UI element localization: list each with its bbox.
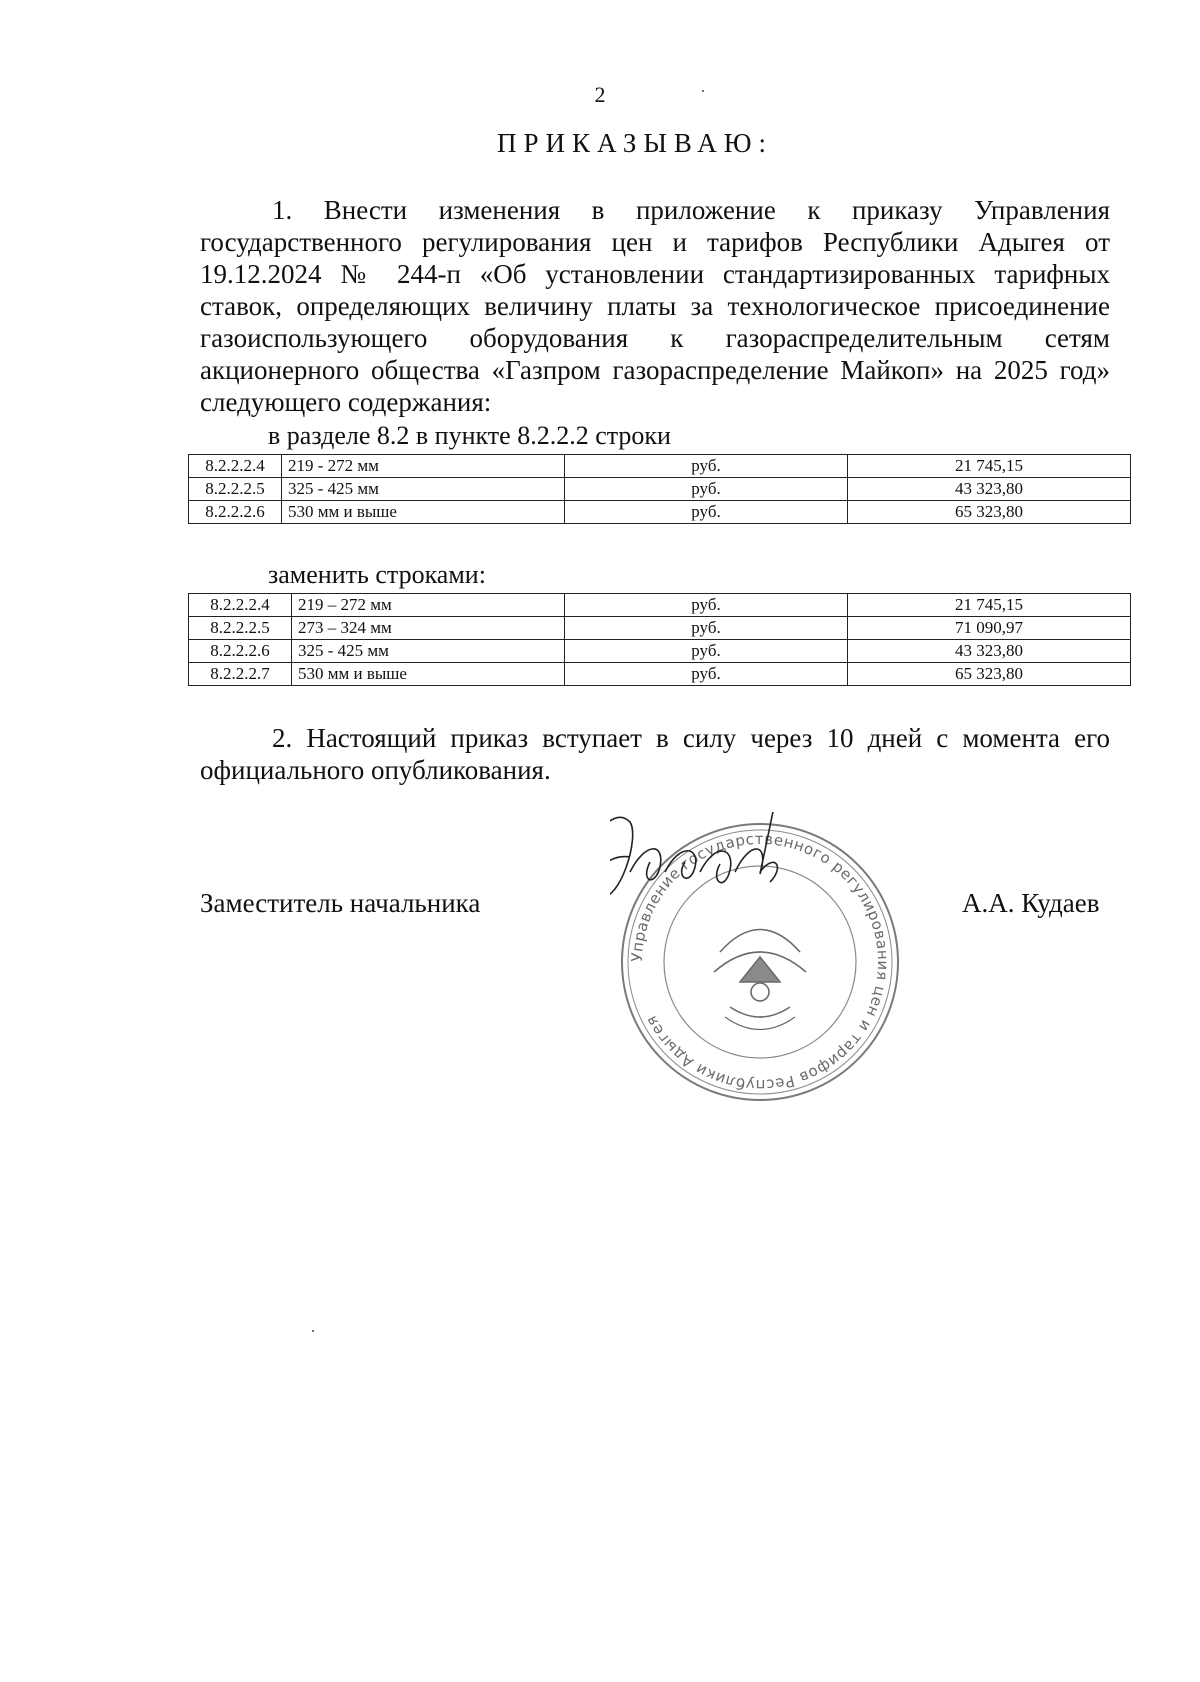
- row-unit: руб.: [565, 455, 848, 478]
- emblem-icon: [714, 930, 806, 1030]
- row-unit: руб.: [565, 663, 848, 686]
- official-seal-icon: [610, 812, 910, 1112]
- row-value: 71 090,97: [848, 617, 1131, 640]
- seal-text: Управление государственного регулирования цен и тарифов Республики Адыгея: [627, 829, 893, 1095]
- row-code: 8.2.2.2.6: [189, 501, 282, 524]
- table-row: [189, 478, 1131, 501]
- scan-speck: [312, 1330, 314, 1332]
- row-value: 65 323,80: [848, 501, 1131, 524]
- row-unit: руб.: [565, 640, 848, 663]
- row-code: 8.2.2.2.7: [189, 663, 292, 686]
- row-diameter: 530 мм и выше: [292, 663, 565, 686]
- new-rows-table: [188, 593, 1131, 686]
- table-row: [189, 617, 1131, 640]
- table-row: [189, 640, 1131, 663]
- row-diameter: 530 мм и выше: [282, 501, 565, 524]
- row-code: 8.2.2.2.6: [189, 640, 292, 663]
- old-rows-table: [188, 454, 1131, 524]
- order-heading: ПРИКАЗЫВАЮ:: [497, 128, 773, 158]
- row-value: 43 323,80: [848, 640, 1131, 663]
- row-code: 8.2.2.2.4: [189, 594, 292, 617]
- row-diameter: 325 - 425 мм: [282, 478, 565, 501]
- table-row: [189, 501, 1131, 524]
- row-code: 8.2.2.2.5: [189, 617, 292, 640]
- table-row: [189, 594, 1131, 617]
- row-diameter: 325 - 425 мм: [292, 640, 565, 663]
- table-row: [189, 663, 1131, 686]
- row-value: 21 745,15: [848, 594, 1131, 617]
- row-code: 8.2.2.2.5: [189, 478, 282, 501]
- row-diameter: 219 – 272 мм: [292, 594, 565, 617]
- clause-2-text: 2. Настоящий приказ вступает в силу через 10 дней с момента его официального опубликования.: [200, 723, 1110, 785]
- row-value: 65 323,80: [848, 663, 1131, 686]
- row-unit: руб.: [565, 501, 848, 524]
- row-diameter: 273 – 324 мм: [292, 617, 565, 640]
- row-value: 21 745,15: [848, 455, 1131, 478]
- table-row: [189, 455, 1131, 478]
- row-unit: руб.: [565, 478, 848, 501]
- row-code: 8.2.2.2.4: [189, 455, 282, 478]
- page-number: 2: [594, 82, 606, 107]
- old-rows-caption: в разделе 8.2 в пункте 8.2.2.2 строки: [268, 421, 671, 450]
- row-diameter: 219 - 272 мм: [282, 455, 565, 478]
- signatory-name: А.А. Кудаев: [962, 888, 1100, 918]
- row-unit: руб.: [565, 594, 848, 617]
- row-value: 43 323,80: [848, 478, 1131, 501]
- row-unit: руб.: [565, 617, 848, 640]
- new-rows-caption: заменить строками:: [268, 560, 486, 589]
- signatory-title: Заместитель начальника: [200, 888, 481, 918]
- clause-1-text: 1. Внести изменения в приложение к приказу Управления государственного регулирования цен и тарифов Республики Адыгея от 19.12.2024 № 244-п «Об установлении стандартизированных тарифных ставок, определяющих величину платы за технологическое присоединение газоиспользующего оборудования к газораспределительным сетям акционерного общества «Газпром газораспределение Майкоп» на 2025 год» следующего содержания:: [200, 195, 1110, 417]
- scan-speck: [702, 90, 704, 92]
